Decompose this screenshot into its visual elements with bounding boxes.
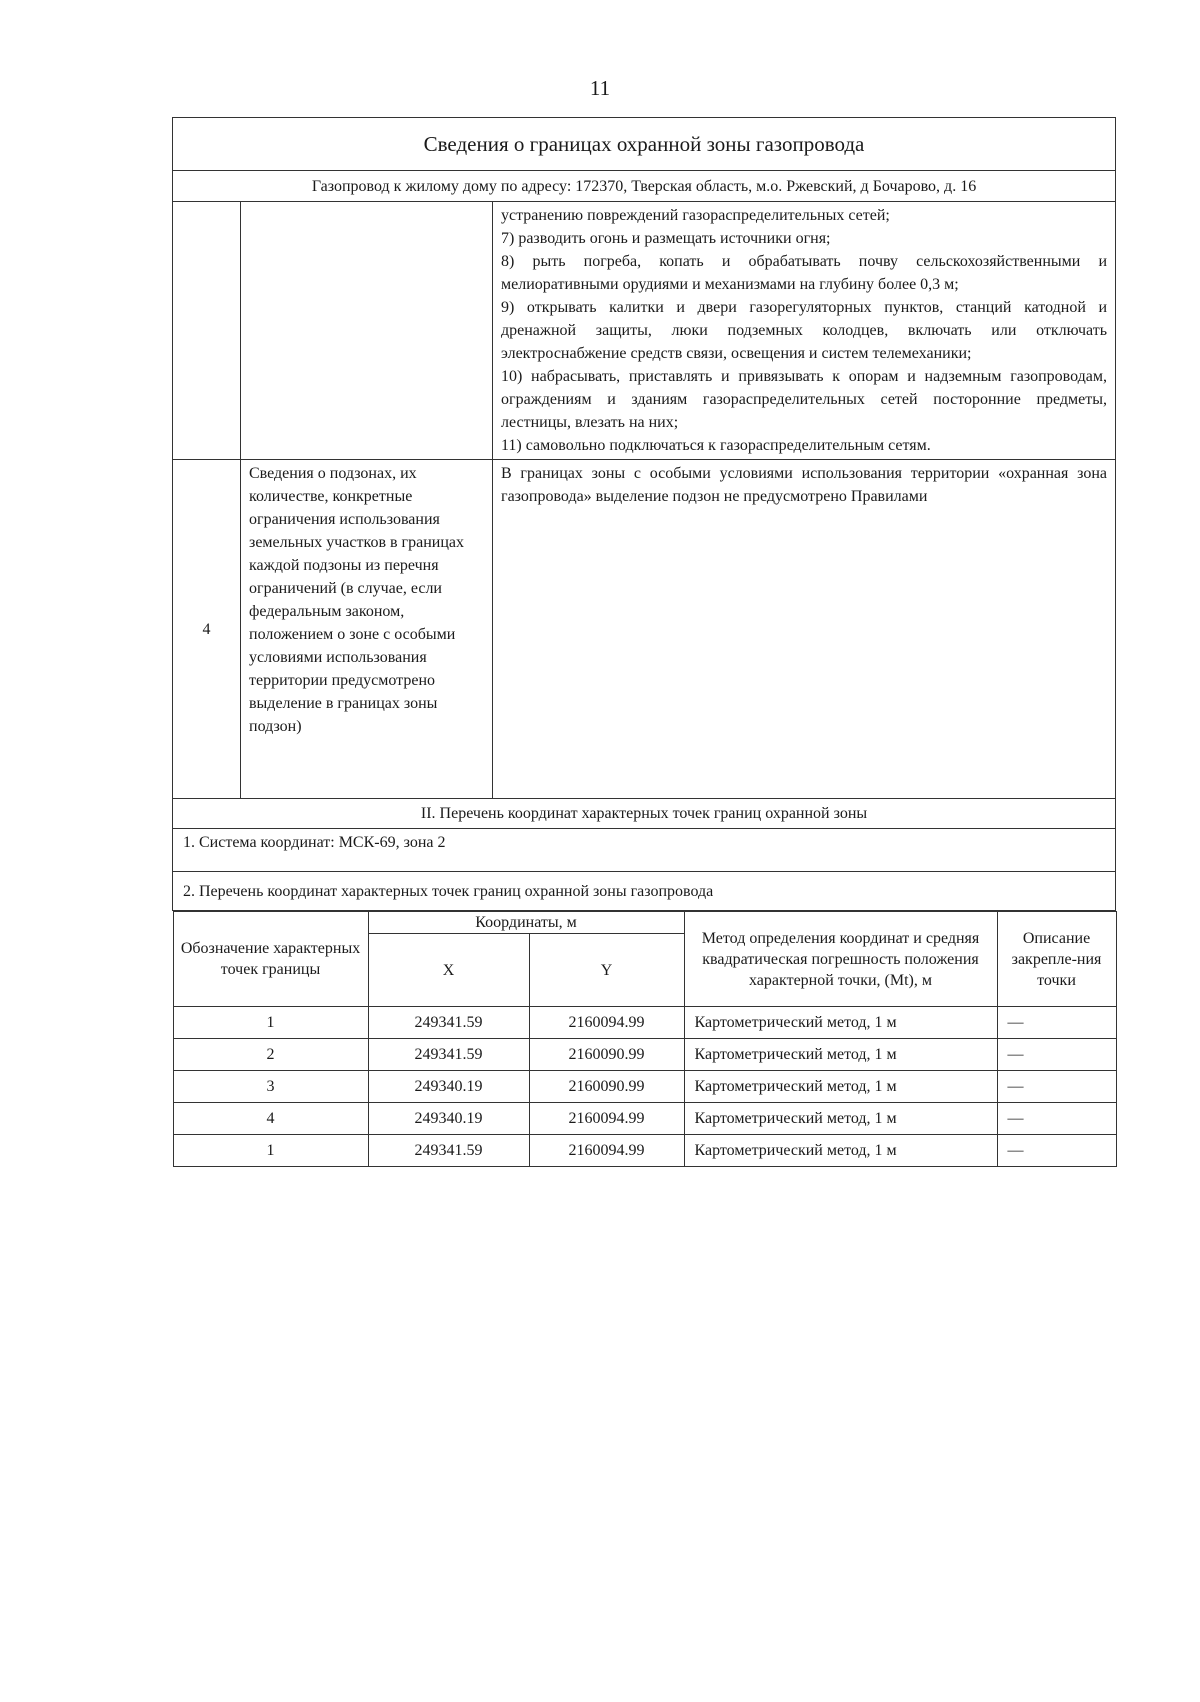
restriction-line: 9) открывать калитки и двери газорегуляторных пунктов, станций катодной и дренажной защиты, люки подземных колодцев, включать или отключать электроснабжение средств связи, освещения и систем телемеханики;	[501, 299, 1108, 362]
method: Картометрический метод, 1 м	[684, 1007, 997, 1039]
point-id: 1	[173, 1007, 368, 1039]
table-row	[173, 1135, 1116, 1167]
coord-y: 2160094.99	[529, 1103, 684, 1135]
restriction-line: 8) рыть погреба, копать и обрабатывать почву сельскохозяйственными и мелиоративными орудиями и механизмами на глубину более 0,3 м;	[501, 253, 1108, 293]
header-description: Описание закрепле-ния точки	[997, 912, 1116, 1007]
subzones-label: Сведения о подзонах, их количестве, конкретные ограничения использования земельных участков в границах каждой подзоны из перечня ограничений (в случае, если федеральным законом, положением о зоне с особыми условиями использования территории предусмотрено выделение в границах зоны подзон)	[241, 460, 493, 799]
subzones-value: В границах зоны с особыми условиями использования территории «охранная зона газопровода» выделение подзон не предусмотрено Правилами	[493, 460, 1116, 799]
coord-x: 249341.59	[368, 1007, 529, 1039]
table-title: Сведения о границах охранной зоны газопровода	[173, 118, 1116, 171]
method: Картометрический метод, 1 м	[684, 1039, 997, 1071]
restriction-line: 10) набрасывать, приставлять и привязывать к опорам и надземным газопроводам, ограждениям и зданиям газораспределительных сетей посторонние предметы, лестницы, влезать на них;	[501, 368, 1108, 431]
point-id: 2	[173, 1039, 368, 1071]
row-number: 4	[173, 460, 241, 799]
fixing-description: —	[997, 1071, 1116, 1103]
pipeline-address: Газопровод к жилому дому по адресу: 172370, Тверская область, м.о. Ржевский, д Бочарово, д. 16	[173, 171, 1116, 202]
section-heading: II. Перечень координат характерных точек границ охранной зоны	[173, 799, 1116, 829]
point-id: 4	[173, 1103, 368, 1135]
fixing-description: —	[997, 1135, 1116, 1167]
point-id: 3	[173, 1071, 368, 1103]
fixing-description: —	[997, 1007, 1116, 1039]
coord-y: 2160090.99	[529, 1071, 684, 1103]
method: Картометрический метод, 1 м	[684, 1135, 997, 1167]
row-label-empty	[241, 202, 493, 460]
table-row	[173, 1071, 1116, 1103]
coord-x: 249341.59	[368, 1135, 529, 1167]
table-row	[173, 1103, 1116, 1135]
coordinates-table	[173, 911, 1117, 1167]
protection-zone-table	[172, 117, 1116, 1167]
fixing-description: —	[997, 1103, 1116, 1135]
coord-x: 249340.19	[368, 1103, 529, 1135]
header-designation: Обозначение характерных точек границы	[173, 912, 368, 1007]
restriction-line: 7) разводить огонь и размещать источники огня;	[501, 230, 831, 247]
coord-table-wrap	[173, 911, 1116, 1168]
method: Картометрический метод, 1 м	[684, 1071, 997, 1103]
coord-x: 249340.19	[368, 1071, 529, 1103]
header-method: Метод определения координат и средняя квадратическая погрешность положения характерной точки, (Mt), м	[684, 912, 997, 1007]
restriction-line: 11) самовольно подключаться к газораспределительным сетям.	[501, 437, 931, 454]
header-coordinates: Координаты, м	[368, 912, 684, 934]
method: Картометрический метод, 1 м	[684, 1103, 997, 1135]
restrictions-cell	[493, 202, 1116, 460]
row-number-empty	[173, 202, 241, 460]
fixing-description: —	[997, 1039, 1116, 1071]
coord-list-heading: 2. Перечень координат характерных точек границ охранной зоны газопровода	[173, 872, 1116, 911]
coord-y: 2160094.99	[529, 1135, 684, 1167]
page-number: 11	[589, 76, 611, 100]
table-row	[173, 1039, 1116, 1071]
coord-x: 249341.59	[368, 1039, 529, 1071]
coord-y: 2160090.99	[529, 1039, 684, 1071]
point-id: 1	[173, 1135, 368, 1167]
coord-system: 1. Система координат: МСК-69, зона 2	[173, 829, 1116, 872]
header-y: Y	[529, 934, 684, 1007]
header-x: X	[368, 934, 529, 1007]
coord-y: 2160094.99	[529, 1007, 684, 1039]
restriction-line: устранению повреждений газораспределительных сетей;	[501, 207, 890, 224]
table-row	[173, 1007, 1116, 1039]
